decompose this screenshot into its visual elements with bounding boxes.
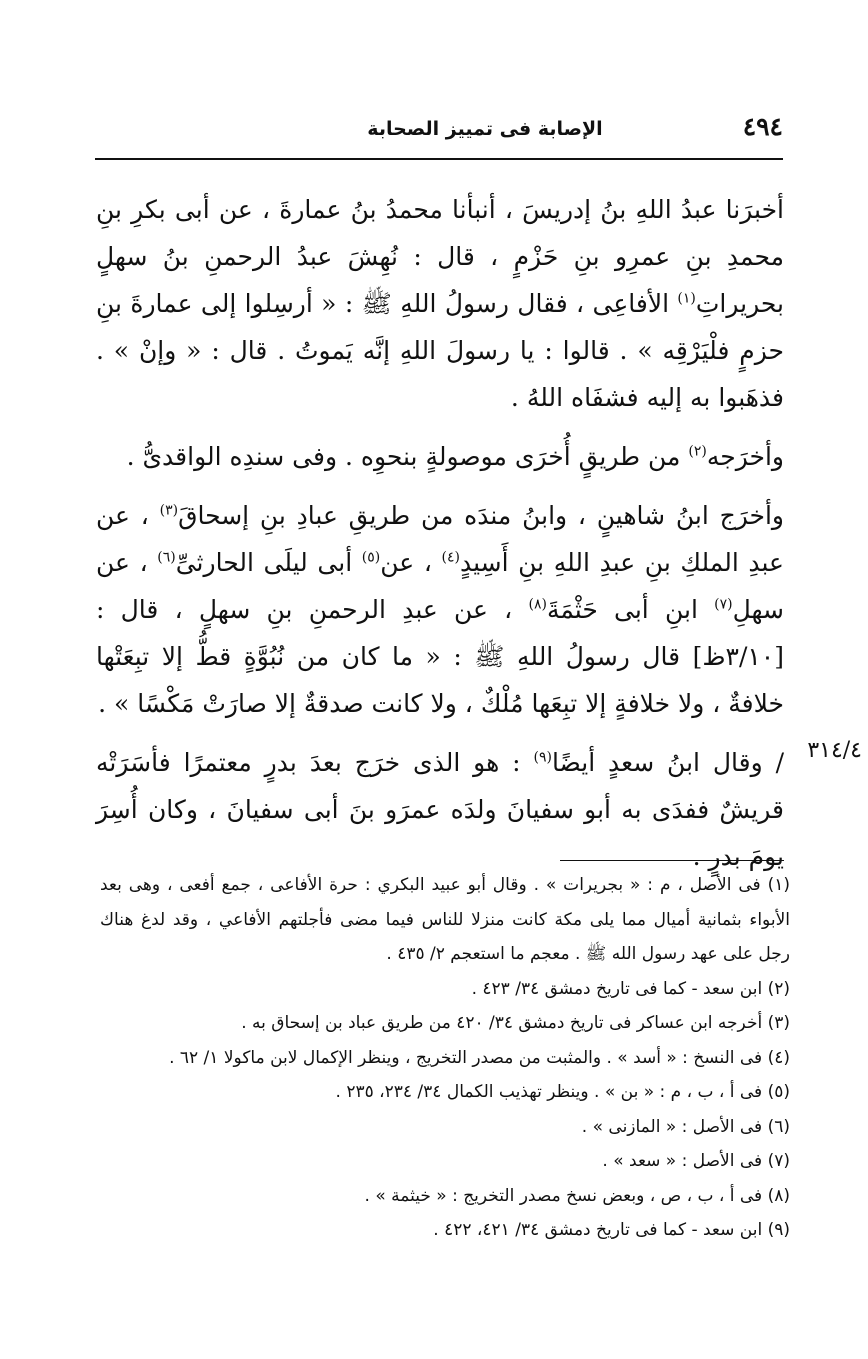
footnote-2: (٢) ابن سعد - كما فى تاريخ دمشق ٣٤/ ٤٢٣ . bbox=[471, 978, 790, 999]
main-text bbox=[96, 186, 784, 880]
footnote-4: (٤) فى النسخ : « أسد » . والمثبت من مصدر التخريج ، وينظر الإكمال لابن ماكولا ١/ ٦٢ . bbox=[169, 1047, 790, 1068]
text-run: / وقال ابنُ سعدٍ أيضًا bbox=[551, 748, 785, 777]
margin-volume-page-reference: ٣١٤/٤ bbox=[807, 738, 862, 763]
text-run: ، عن عبدِ الملكِ بنِ عبدِ اللهِ بنِ أَسِيدٍ bbox=[96, 501, 784, 577]
text-run: من طريقٍ أُخرَى موصولةٍ بنحوِه . وفى سندِه الواقدىُّ . bbox=[126, 442, 689, 471]
header-rule bbox=[95, 158, 783, 160]
footnote-marker: (٧) bbox=[714, 596, 733, 613]
footnote-marker: (٩) bbox=[533, 749, 552, 766]
page-header bbox=[95, 112, 783, 162]
footnotes bbox=[100, 868, 790, 1248]
text-run: أبى ليلَى الحارثىِّ bbox=[175, 548, 362, 577]
footnote-marker: (٥) bbox=[361, 549, 381, 566]
footnote-marker: (٨) bbox=[528, 596, 547, 613]
footnote-marker: (١) bbox=[677, 290, 696, 307]
text-run: أخبرَنا عبدُ اللهِ بنُ إدريسَ ، أنبأنا محمدُ بنُ عمارةَ ، عن أبى بكرِ بنِ محمدِ بنِ عمرِو بنِ حَزْمٍ ، قال : نُهِشَ عبدُ الرحمنِ بنُ سهلٍ بحريراتِ bbox=[96, 195, 784, 318]
footnote-9: (٩) ابن سعد - كما فى تاريخ دمشق ٣٤/ ٤٢١، ٤٢٢ . bbox=[433, 1220, 790, 1240]
text-run: ، عن سهلِ bbox=[96, 548, 784, 624]
footnote-1: (١) فى الأصل ، م : « بجريرات » . وقال أبو عبيد البكري : حرة الأفاعى ، جمع أفعى ، وهى بعد الأبواء بثمانية أميال مما يلى مكة كانت منزلا للناس فيما مضى فأجلتهم الأفاعي ، وقد لدغ هناك رجل على عهد رسول الله ﷺ . معجم ما استعجم ٢/ ٤٣٥ . bbox=[100, 875, 790, 964]
footnote-separator bbox=[560, 860, 784, 861]
text-run: ، عن bbox=[380, 548, 442, 577]
paragraph-4 bbox=[96, 739, 784, 880]
text-run: : هو الذى خرَج بعدَ بدرٍ معتمرًا فأسَرَتْه قريشٌ ففدَى به أبو سفيانَ ولدَه عمرَو بنَ أبى سفيانَ ، وكان أُسِرَ يومَ بدرٍ . bbox=[96, 748, 784, 871]
text-run: ابنِ أبى حَثْمَةَ bbox=[546, 595, 715, 624]
book-title: الإصابة فى تمييز الصحابة bbox=[367, 118, 603, 140]
footnote-7: (٧) فى الأصل : « سعد » . bbox=[602, 1151, 790, 1171]
footnote-marker: (٤) bbox=[441, 549, 460, 566]
paragraph-1 bbox=[96, 186, 784, 421]
footnote-marker: (٣) bbox=[159, 502, 179, 519]
paragraph-3 bbox=[96, 492, 784, 727]
paragraph-2 bbox=[96, 433, 784, 480]
text-run: الأفاعِى ، فقال رسولُ اللهِ ﷺ : « أرسِلوا إلى عمارةَ بنِ حزمٍ فلْيَرْقِه » . قالوا : يا رسولَ اللهِ إنَّه يَموتُ . قال : « وإنْ » . فذهَبوا به إليه فشفَاه اللهُ . bbox=[96, 289, 784, 412]
footnote-3: (٣) أخرجه ابن عساكر فى تاريخ دمشق ٣٤/ ٤٢٠ من طريق عباد بن إسحاق به . bbox=[241, 1013, 790, 1033]
footnote-6: (٦) فى الأصل : « المازنى » . bbox=[581, 1116, 790, 1137]
text-run: وأخرَجه bbox=[706, 442, 784, 471]
text-run: وأخرَج ابنُ شاهينٍ ، وابنُ مندَه من طريقِ عبادِ بنِ إسحاقَ bbox=[178, 501, 784, 530]
footnote-marker: (٢) bbox=[688, 443, 707, 460]
footnote-marker: (٦) bbox=[157, 549, 176, 566]
page-number: ٤٩٤ bbox=[742, 112, 783, 141]
footnote-5: (٥) فى أ ، ب ، م : « بن » . وينظر تهذيب الكمال ٣٤/ ٢٣٤، ٢٣٥ . bbox=[335, 1082, 790, 1102]
footnote-8: (٨) فى أ ، ب ، ص ، وبعض نسخ مصدر التخريج : « خيثمة » . bbox=[364, 1185, 790, 1206]
text-run: ، عن عبدِ الرحمنِ بنِ سهلٍ ، قال : [٣/١٠ظ] قال رسولُ اللهِ ﷺ : « ما كان من نُبُوَّةٍ قطُّ إلا تبِعَتْها خلافةٌ ، ولا خلافةٍ إلا تبِعَها مُلْكٌ ، ولا كانت صدقةٌ إلا صارَتْ مَكْسًا » . bbox=[96, 595, 784, 718]
